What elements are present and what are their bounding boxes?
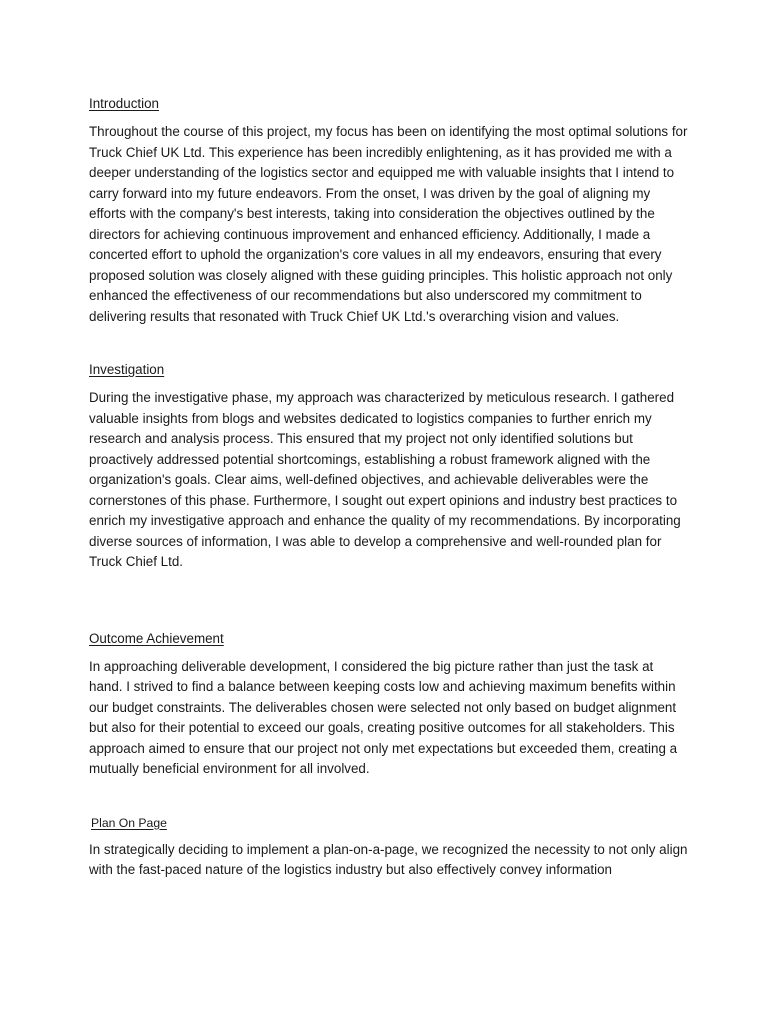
section-paragraph: During the investigative phase, my approach was characterized by meticulous research. I gathered valuable insights from blogs and websites dedicated to logistics companies to further enrich my research and analysis process. This ensured that my project not only identified solutions but proactively addressed potential shortcomings, establishing a robust framework aligned with the organization's goals. Clear aims, well-defined objectives, and achievable deliverables were the cornerstones of this phase. Furthermore, I sought out expert opinions and industry best practices to enrich my investigative approach and enhance the quality of my recommendations. By incorporating diverse sources of information, I was able to develop a comprehensive and well-rounded plan for Truck Chief Ltd. [89,390,681,569]
section-paragraph: Throughout the course of this project, my focus has been on identifying the most optimal solutions for Truck Chief UK Ltd. This experience has been incredibly enlightening, as it has provided me with a deeper understanding of the logistics sector and equipped me with valuable insights that I intend to carry forward into my future endeavors. From the onset, I was driven by the goal of aligning my efforts with the company's best interests, taking into consideration the objectives outlined by the directors for achieving continuous improvement and enhanced efficiency. Additionally, I made a concerted effort to uphold the organization's core values in all my endeavors, ensuring that every proposed solution was closely aligned with these guiding principles. This holistic approach not only enhanced the effectiveness of our recommendations but also underscored my commitment to delivering results that resonated with Truck Chief UK Ltd.'s overarching vision and values. [89,124,688,324]
section-investigation [89,360,689,573]
section-outcome-achievement [89,629,689,780]
section-paragraph: In strategically deciding to implement a plan-on-a-page, we recognized the necessity to not only align with the fast-paced nature of the logistics industry but also effectively convey information [89,841,688,877]
section-introduction [89,94,689,327]
section-paragraph: In approaching deliverable development, I considered the big picture rather than just the task at hand. I strived to find a balance between keeping costs low and achieving maximum benefits within our budget constraints. The deliverables chosen were selected not only based on budget alignment but also for their potential to exceed our goals, creating positive outcomes for all stakeholders. This approach aimed to ensure that our project not only met expectations but exceeded them, creating a mutually beneficial environment for all involved. [89,658,678,776]
section-heading: Introduction [89,96,159,111]
document-body [89,94,689,881]
section-heading: Investigation [89,362,165,377]
section-heading: Outcome Achievement [89,630,224,646]
section-heading: Plan On Page [91,815,167,830]
section-plan-on-page [89,813,689,881]
